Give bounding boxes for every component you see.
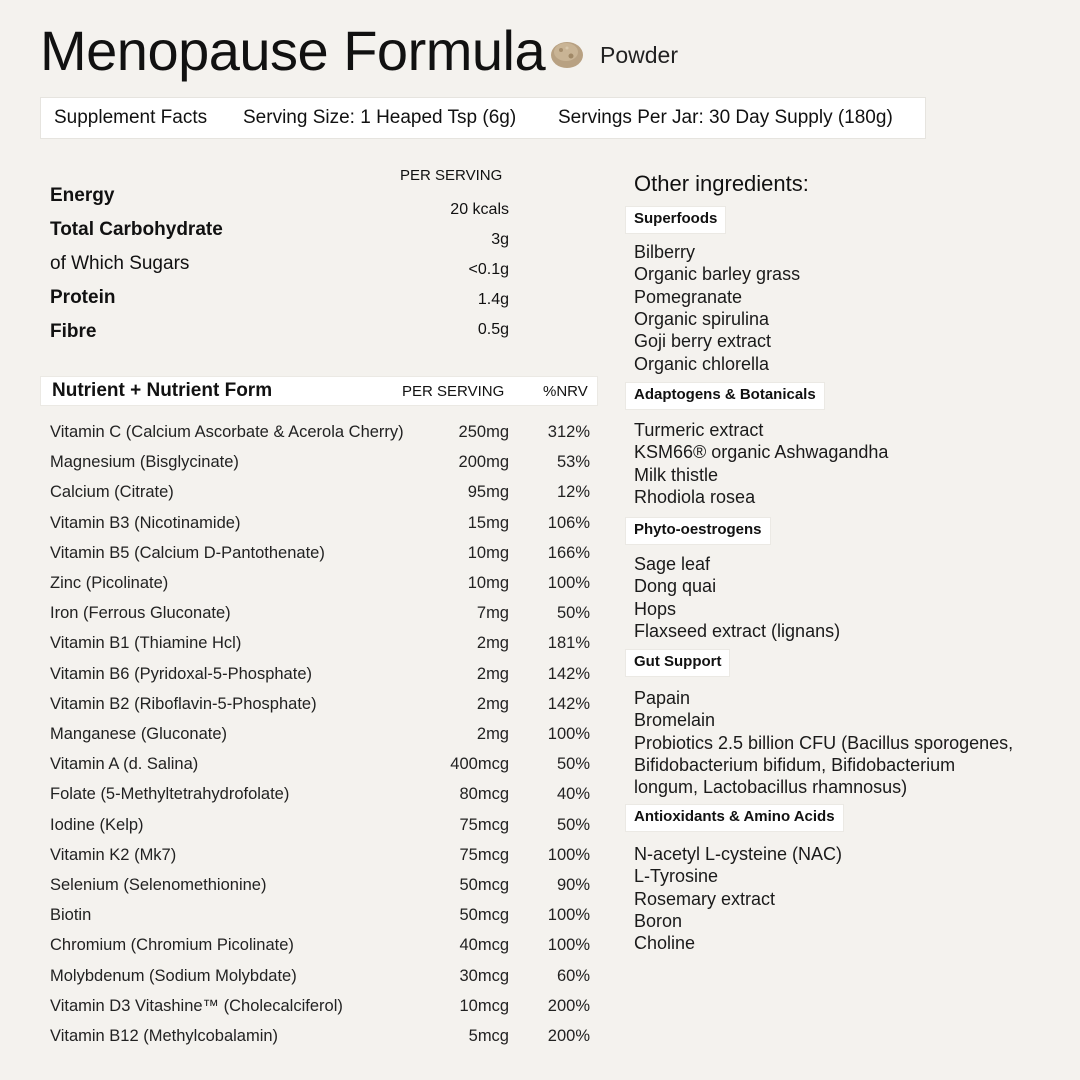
ingredient-item: KSM66® organic Ashwagandha [634,442,889,463]
ingredient-item: Milk thistle [634,464,719,485]
ingredient-item: Flaxseed extract (lignans) [634,620,841,641]
nutrient-nrv: 166% [547,543,590,562]
ingredient-item: Boron [634,910,683,931]
nutrient-table-header [40,376,598,406]
ingredient-item: Rosemary extract [634,888,776,909]
nutrient-amount: 15mg [467,513,509,532]
ingredient-category-label: Adaptogens & Botanicals [625,382,825,410]
nutrient-amount: 10mg [467,543,509,562]
nutrient-name: Vitamin B3 (Nicotinamide) [50,513,241,532]
powder-icon [549,38,585,70]
nutrient-row [0,1027,600,1051]
ingredient-category-label: Gut Support [625,649,730,677]
ingredient-item: Organic chlorella [634,353,770,374]
nutrient-nrv: 53% [556,453,590,472]
nutrient-amount: 10mcg [459,996,509,1015]
nutrient-amount: 2mg [476,634,509,653]
supplement-facts-label: Supplement Facts [54,107,208,128]
nutrient-name: Biotin [50,906,92,925]
nutrient-nrv: 100% [547,845,590,864]
nutrient-row [0,906,600,930]
macro-value-energy: 20 kcals [450,201,509,218]
nutrient-nrv: 100% [547,906,590,925]
ingredient-category-label: Phyto-oestrogens [625,517,771,545]
nutrient-row [0,574,600,598]
nutrient-row [0,936,600,960]
ingredient-item: Organic barley grass [634,264,801,285]
nutrient-name: Calcium (Citrate) [50,483,174,502]
nutrient-row [0,453,600,477]
nutrient-nrv: 181% [547,634,590,653]
ingredient-category-label: Superfoods [625,206,726,234]
macro-value-sugars: <0.1g [468,261,509,278]
ingredient-category-label: Antioxidants & Amino Acids [625,804,844,832]
nutrient-nrv: 106% [547,513,590,532]
nutrient-nrv: 60% [556,966,590,985]
nutrient-row [0,846,600,870]
nutrient-row [0,695,600,719]
servings-per-jar: Servings Per Jar: 30 Day Supply (180g) [558,107,893,128]
supplement-facts-bar [40,97,926,139]
nutrient-amount: 10mg [467,574,509,592]
macro-label-sugars: of Which Sugars [50,253,190,274]
nutrient-row [0,997,600,1021]
nutrient-amount: 2mg [476,694,509,713]
macro-value-fibre: 0.5g [477,321,509,338]
nutrient-name: Vitamin B1 (Thiamine Hcl) [50,634,242,653]
nutrient-row [0,876,600,900]
nutrient-row [0,785,600,809]
ingredient-item: Choline [634,933,696,954]
nutrient-header-per-serving: PER SERVING [402,383,505,400]
nutrient-amount: 200mg [458,453,509,472]
macro-per-serving-header: PER SERVING [400,167,503,184]
macro-label-protein: Protein [50,287,116,308]
nutrient-nrv: 50% [556,604,590,623]
nutrient-nrv: 312% [547,423,590,441]
nutrient-amount: 40mcg [459,936,509,955]
nutrient-amount: 7mg [476,604,509,623]
macro-label-energy: Energy [50,185,115,206]
ingredient-item: L-Tyrosine [634,866,719,887]
ingredient-item: Sage leaf [634,554,711,574]
nutrient-header-nrv: %NRV [543,383,588,400]
nutrient-row [0,544,600,568]
nutrient-nrv: 200% [547,996,590,1015]
nutrient-row [0,816,600,840]
page-title: Menopause Formula [40,19,546,82]
nutrient-row [0,483,600,507]
nutrient-name: Vitamin B5 (Calcium D-Pantothenate) [50,543,325,562]
nutrient-row [0,514,600,538]
nutrient-row [0,725,600,749]
nutrient-name: Zinc (Picolinate) [50,574,169,592]
macro-label-total-carbohydrate: Total Carbohydrate [50,219,223,240]
nutrient-nrv: 90% [556,876,590,894]
nutrient-amount: 5mcg [468,1027,509,1045]
nutrient-name: Selenium (Selenomethionine) [50,876,267,894]
nutrient-name: Vitamin B12 (Methylcobalamin) [50,1027,279,1045]
macro-value-total-carbohydrate: 3g [491,231,509,248]
nutrient-amount: 50mcg [459,906,509,925]
macro-value-protein: 1.4g [477,291,509,308]
ingredient-item: Pomegranate [634,286,743,307]
ingredient-item: Goji berry extract [634,331,772,352]
nutrient-name: Molybdenum (Sodium Molybdate) [50,966,297,985]
nutrient-amount: 75mcg [459,845,509,864]
ingredient-item: Probiotics 2.5 billion CFU (Bacillus sporogenes, [634,732,1014,753]
nutrient-name: Vitamin B6 (Pyridoxal-5-Phosphate) [50,664,312,683]
nutrient-name: Vitamin D3 Vitashine™ (Cholecalciferol) [50,996,343,1015]
macro-label-fibre: Fibre [50,321,97,342]
ingredient-item: Papain [634,688,691,708]
ingredient-item: longum, Lactobacillus rhamnosus) [634,777,908,798]
nutrient-name: Folate (5-Methyltetrahydrofolate) [50,785,290,804]
ingredient-item: Hops [634,598,677,619]
nutrient-name: Iron (Ferrous Gluconate) [50,604,231,623]
nutrient-name: Iodine (Kelp) [50,815,144,834]
nutrient-row [0,634,600,658]
nutrient-row [0,967,600,991]
nutrient-amount: 400mcg [450,755,509,774]
other-ingredients-title: Other ingredients: [634,171,809,196]
nutrient-row [0,423,600,447]
nutrient-amount: 250mg [458,423,509,441]
nutrient-amount: 30mcg [459,966,509,985]
nutrient-header-name: Nutrient + Nutrient Form [52,380,273,401]
ingredient-item: Rhodiola rosea [634,486,756,507]
nutrient-nrv: 100% [547,574,590,592]
nutrient-amount: 2mg [476,725,509,743]
ingredient-item: Bifidobacterium bifidum, Bifidobacterium [634,754,956,775]
nutrient-name: Vitamin B2 (Riboflavin-5-Phosphate) [50,694,317,713]
ingredient-item: Organic spirulina [634,308,770,329]
nutrient-row [0,755,600,779]
nutrient-amount: 80mcg [459,785,509,804]
nutrient-amount: 75mcg [459,815,509,834]
ingredient-item: Bilberry [634,242,696,262]
nutrient-nrv: 50% [556,815,590,834]
nutrient-name: Magnesium (Bisglycinate) [50,453,239,472]
serving-size: Serving Size: 1 Heaped Tsp (6g) [243,107,517,128]
powder-label: Powder [600,42,678,68]
nutrient-amount: 50mcg [459,876,509,894]
ingredient-item: Dong quai [634,576,717,597]
nutrient-nrv: 100% [547,725,590,743]
nutrient-name: Vitamin K2 (Mk7) [50,845,177,864]
ingredient-item: Bromelain [634,710,716,731]
nutrient-name: Chromium (Chromium Picolinate) [50,936,294,955]
nutrient-nrv: 100% [547,936,590,955]
nutrient-name: Manganese (Gluconate) [50,725,228,743]
nutrient-nrv: 50% [556,755,590,774]
nutrient-nrv: 200% [547,1027,590,1045]
nutrient-nrv: 142% [547,694,590,713]
nutrient-row [0,665,600,689]
nutrient-nrv: 40% [556,785,590,804]
ingredient-item: N-acetyl L-cysteine (NAC) [634,844,843,864]
nutrient-name: Vitamin A (d. Salina) [50,755,199,774]
nutrient-amount: 95mg [467,483,509,502]
ingredient-item: Turmeric extract [634,420,764,440]
nutrient-amount: 2mg [476,664,509,683]
nutrient-nrv: 12% [556,483,590,502]
nutrient-row [0,604,600,628]
nutrient-nrv: 142% [547,664,590,683]
nutrient-name: Vitamin C (Calcium Ascorbate & Acerola Cherry) [50,423,404,441]
